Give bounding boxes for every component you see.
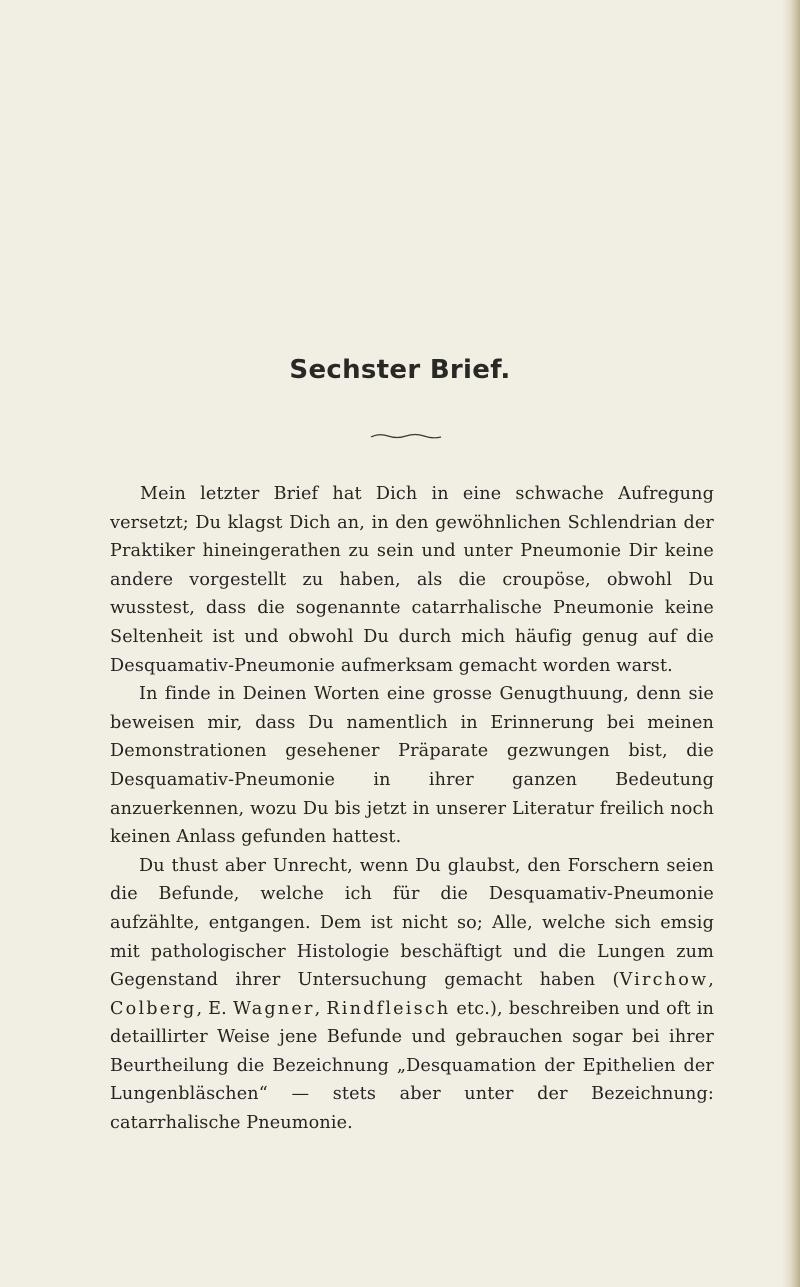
letter-body: [110, 480, 714, 1138]
author-name: Wagner: [232, 998, 315, 1019]
letter-heading: Sechster Brief.: [289, 355, 511, 386]
text-run: Mein letzter Brief hat Dich in eine schwache Aufregung versetzt; Du klagst Dich an, in den gewöhnlichen Schlendrian der Praktiker hineingerathen zu sein und unter Pneumonie Dir keine andere vorgestellt zu haben, als die croupöse, obwohl Du wusstest, dass die sogenannte catarrhalische Pneumonie keine Seltenheit ist und obwohl Du durch mich häufig genug auf die Desquamativ-Pneumonie aufmerksam gemacht worden warst.: [110, 484, 714, 676]
author-name: Rindfleisch: [326, 998, 451, 1019]
author-name: Colberg: [110, 998, 197, 1019]
body-paragraph: [110, 852, 714, 1138]
text-run: Du thust aber Unrecht, wenn Du glaubst, den Forschern seien die Befunde, welche ich für die Desquamativ-Pneumonie aufzählte, entgangen. Dem ist nicht so; Alle, welche sich emsig mit pathologischer Histologie beschäftigt und die Lungen zum Gegenstand ihrer Untersuchung gemacht haben (: [110, 855, 714, 991]
page-edge-shadow: [782, 0, 800, 1287]
text-run: ,: [314, 998, 327, 1019]
body-paragraph: [110, 480, 714, 680]
author-name: Virchow: [619, 970, 709, 991]
body-paragraph: [110, 680, 714, 852]
text-run: etc.), beschreiben und oft in detaillirter Weise jene Befunde und gebrauchen sogar bei ihrer Beurtheilung die Bezeichnung „Desquamation der Epithelien der Lungenbläschen“ — stets aber unter der Bezeichnung: catarrhalische Pneumonie.: [110, 998, 714, 1134]
text-run: , E.: [196, 998, 233, 1019]
text-run: In finde in Deinen Worten eine grosse Genugthuung, denn sie beweisen mir, dass Du namentlich in Erinnerung bei meinen Demonstrationen gesehener Präparate gezwungen bist, die Desquamativ-Pneumonie in ihrer ganzen Bedeutung anzuerkennen, wozu Du bis jetzt in unserer Literatur freilich noch keinen Anlass gefunden hattest.: [110, 684, 714, 848]
text-run: ,: [708, 970, 714, 991]
ornament-rule-icon: [370, 432, 442, 440]
